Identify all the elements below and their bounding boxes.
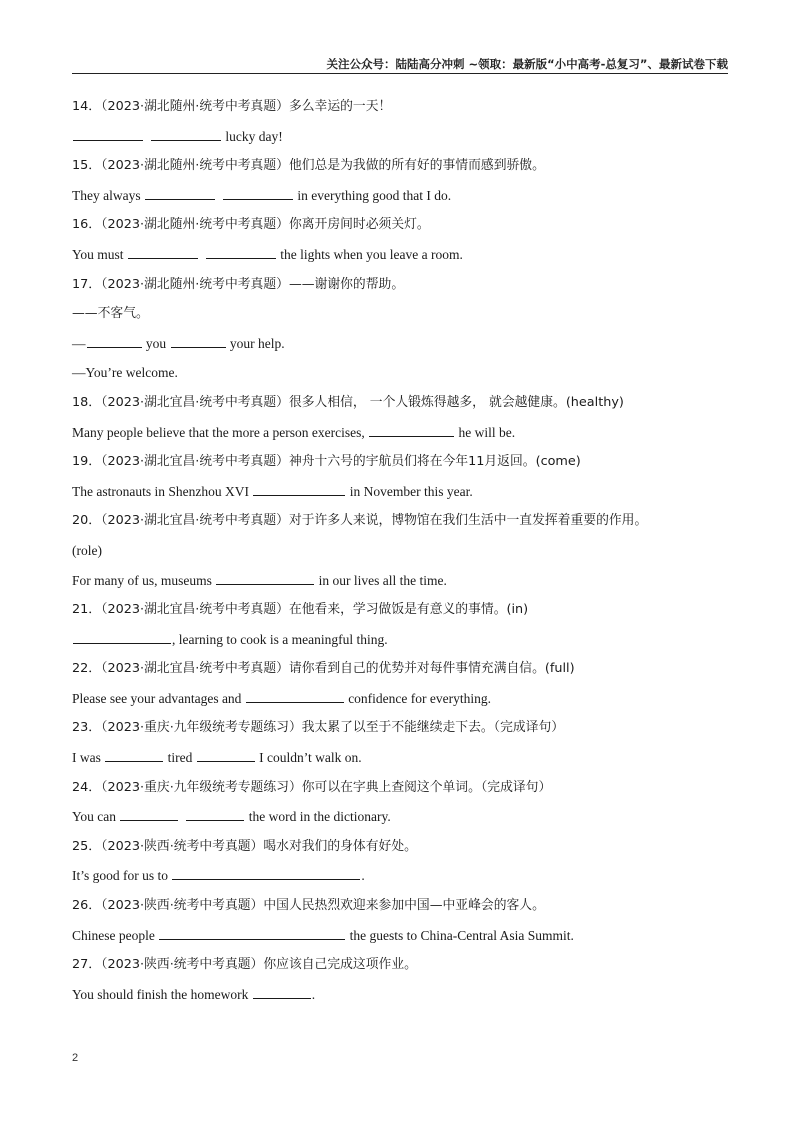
q27-text-start: You should finish the homework xyxy=(72,986,249,1002)
page-number: 2 xyxy=(72,1052,79,1064)
q16-blank-1[interactable] xyxy=(128,244,198,259)
q22-text-start: Please see your advantages and xyxy=(72,690,242,706)
q17-answer-line xyxy=(72,333,732,363)
q20-text-end: in our lives all the time. xyxy=(318,572,447,588)
q17-text-end: your help. xyxy=(229,335,285,351)
q14-prompt: 14．（2023·湖北随州·统考中考真题）多么幸运的一天！ xyxy=(72,99,392,114)
q22-answer-line xyxy=(72,688,732,718)
q16-answer-line xyxy=(72,244,732,274)
q14-answer-line xyxy=(72,126,732,156)
q23-text-end: I couldn’t walk on. xyxy=(259,750,362,766)
q20-prompt: 20．（2023·湖北宜昌·统考中考真题）对于许多人来说，博物馆在我们生活中一直发挥着重要的作用。 xyxy=(72,513,648,529)
q17-dash: — xyxy=(72,335,86,351)
q24-answer-line xyxy=(72,806,732,836)
header-divider xyxy=(72,73,728,74)
q18-text-start: Many people believe that the more a person exercises, xyxy=(72,424,365,440)
q23-text-mid: tired xyxy=(167,750,193,766)
q15-answer-line xyxy=(72,185,732,215)
q22-blank[interactable] xyxy=(246,688,344,703)
page-header: 关注公众号：陆陆高分冲刺 ~领取：最新版“小中高考-总复习”、最新试卷下载 xyxy=(326,57,728,71)
q24-text-start: You can xyxy=(72,809,117,825)
q15-blank-1[interactable] xyxy=(145,185,215,200)
q23-prompt: 23．（2023·重庆·九年级统考专题练习）我太累了以至于不能继续走下去。（完成译句） xyxy=(72,720,565,736)
q24-blank-1[interactable] xyxy=(120,806,178,821)
q19-text-start: The astronauts in Shenzhou XVI xyxy=(72,483,249,499)
q18-text-end: he will be. xyxy=(458,424,516,440)
q26-blank[interactable] xyxy=(159,925,345,940)
q19-blank[interactable] xyxy=(253,481,345,496)
q17-text-mid: you xyxy=(145,335,167,351)
q16-text-end: the lights when you leave a room. xyxy=(280,246,463,262)
q17-blank-1[interactable] xyxy=(87,333,142,348)
q23-blank-2[interactable] xyxy=(197,747,255,762)
q17-prompt: 17．（2023·湖北随州·统考中考真题）——谢谢你的帮助。 xyxy=(72,276,405,292)
q17-prompt-reply: ——不客气。 xyxy=(72,306,149,322)
q24-prompt: 24．（2023·重庆·九年级统考专题练习）你可以在字典上查阅这个单词。（完成译句） xyxy=(72,779,552,795)
q27-blank[interactable] xyxy=(253,984,311,999)
q18-answer-line xyxy=(72,422,732,452)
q27-prompt: 27．（2023·陕西·统考中考真题）你应该自己完成这项作业。 xyxy=(72,957,417,973)
q21-answer-line xyxy=(72,629,732,659)
q14-blank-1[interactable] xyxy=(73,126,143,141)
q14-text-end: lucky day! xyxy=(225,128,283,144)
q20-blank[interactable] xyxy=(216,570,314,585)
q24-text-end: the word in the dictionary. xyxy=(248,809,391,825)
q26-prompt: 26．（2023·陕西·统考中考真题）中国人民热烈欢迎来参加中国—中亚峰会的客人。 xyxy=(72,898,545,914)
q21-blank[interactable] xyxy=(73,629,171,644)
q21-prompt: 21．（2023·湖北宜昌·统考中考真题）在他看来，学习做饭是有意义的事情。(in) xyxy=(72,602,529,618)
q23-blank-1[interactable] xyxy=(105,747,163,762)
q16-blank-2[interactable] xyxy=(206,244,276,259)
q21-text-end: , learning to cook is a meaningful thing. xyxy=(172,631,388,647)
q17-reply-line: —You’re welcome. xyxy=(72,365,178,381)
q15-prompt: 15．（2023·湖北随州·统考中考真题）他们总是为我做的所有好的事情而感到骄傲。 xyxy=(72,158,545,174)
q16-prompt: 16．（2023·湖北随州·统考中考真题）你离开房间时必须关灯。 xyxy=(72,217,430,233)
q22-prompt: 22．（2023·湖北宜昌·统考中考真题）请你看到自己的优势并对每件事情充满自信。(full) xyxy=(72,661,575,677)
q27-answer-line xyxy=(72,984,732,1014)
q18-prompt: 18．（2023·湖北宜昌·统考中考真题）很多人相信， 一个人锻炼得越多， 就会越健康。(healthy) xyxy=(72,394,624,410)
q26-answer-line xyxy=(72,925,732,955)
q27-text-end: . xyxy=(311,986,316,1002)
q15-text-start: They always xyxy=(72,187,141,203)
q19-answer-line xyxy=(72,481,732,511)
q17-blank-2[interactable] xyxy=(171,333,226,348)
q26-text-start: Chinese people xyxy=(72,927,155,943)
q19-prompt: 19．（2023·湖北宜昌·统考中考真题）神舟十六号的宇航员们将在今年11月返回。(come) xyxy=(72,454,581,470)
q25-blank[interactable] xyxy=(172,865,360,880)
q18-blank[interactable] xyxy=(369,422,454,437)
q25-prompt: 25．（2023·陕西·统考中考真题）喝水对我们的身体有好处。 xyxy=(72,838,417,854)
q25-text-end: . xyxy=(361,868,365,884)
q20-text-start: For many of us, museums xyxy=(72,572,212,588)
q24-blank-2[interactable] xyxy=(186,806,244,821)
q25-text-start: It’s good for us to xyxy=(72,868,168,884)
q14-blank-2[interactable] xyxy=(151,126,221,141)
q26-text-end: the guests to China-Central Asia Summit. xyxy=(349,927,574,943)
q20-answer-line xyxy=(72,570,732,600)
q20-prompt-hint: (role) xyxy=(72,542,102,558)
q15-text-end: in everything good that I do. xyxy=(297,187,452,203)
q23-answer-line xyxy=(72,747,732,777)
q23-text-start: I was xyxy=(72,750,101,766)
q19-text-end: in November this year. xyxy=(349,483,473,499)
q22-text-end: confidence for everything. xyxy=(348,690,491,706)
q16-text-start: You must xyxy=(72,246,124,262)
q25-answer-line xyxy=(72,865,732,895)
question-list xyxy=(72,96,732,1013)
q15-blank-2[interactable] xyxy=(223,185,293,200)
